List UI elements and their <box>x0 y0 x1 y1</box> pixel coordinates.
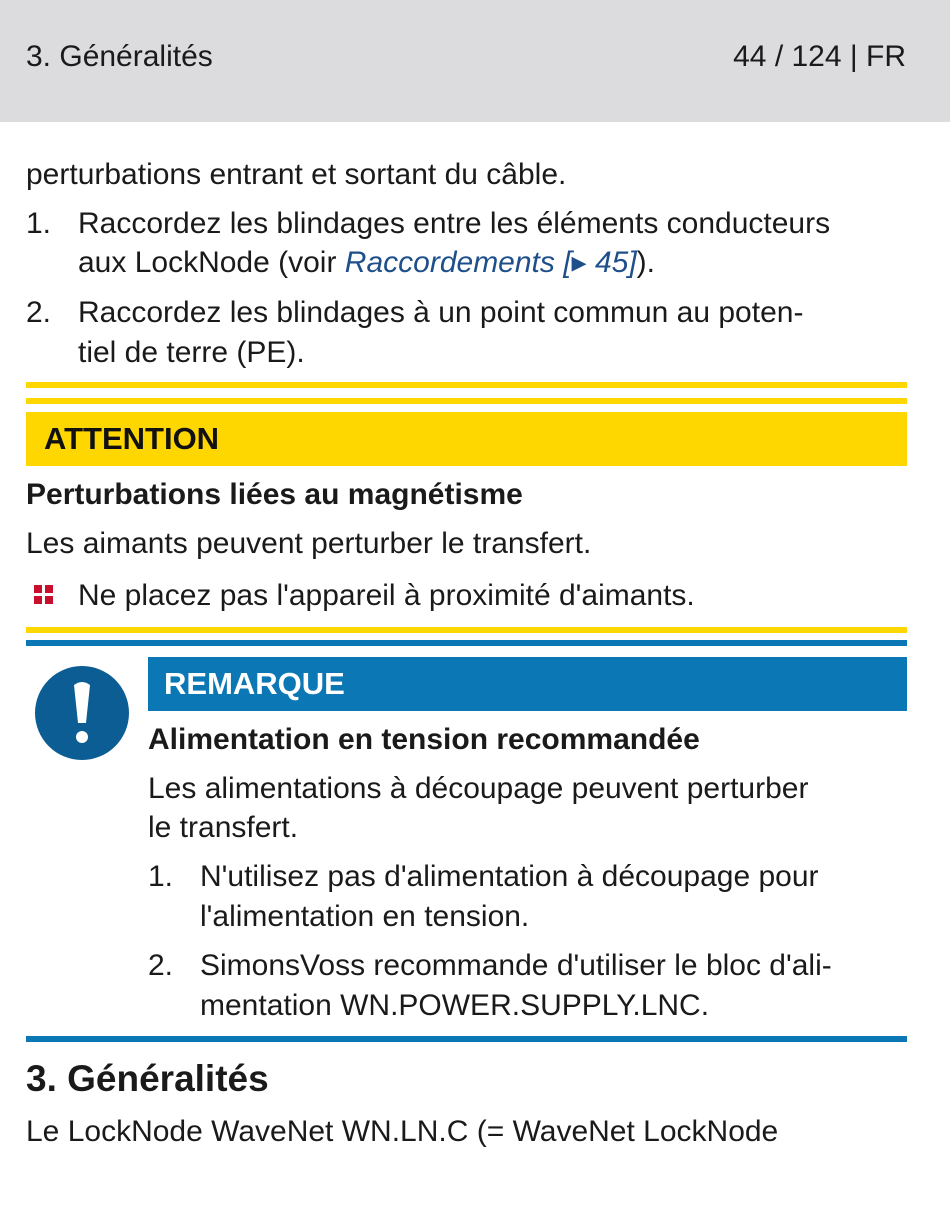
header-page-number: 44 / 124 | FR <box>733 40 906 73</box>
remarque-label: REMARQUE <box>164 666 345 701</box>
attention-bottom-rule <box>26 627 907 633</box>
remarque-step-text-continued: l'alimentation en tension. <box>200 900 530 933</box>
remarque-step-number: 1. <box>148 860 174 893</box>
attention-title: Perturbations liées au magnétisme <box>26 478 523 511</box>
section-text: Le LockNode WaveNet WN.LN.C (= WaveNet LockNode <box>26 1115 779 1148</box>
remarque-step-text: SimonsVoss recommande d'utiliser le bloc d'ali- <box>200 949 832 982</box>
page-header <box>0 0 950 122</box>
attention-label: ATTENTION <box>44 421 220 456</box>
step-text-prefix: aux LockNode (voir <box>78 246 345 279</box>
remarque-step-text-continued: mentation WN.POWER.SUPPLY.LNC. <box>200 989 710 1022</box>
step-text-suffix: ). <box>636 246 655 279</box>
attention-bullet-text: Ne placez pas l'appareil à proximité d'aimants. <box>78 579 695 612</box>
raccordements-link[interactable]: Raccordements [▸ 45] <box>344 246 637 279</box>
section-heading: 3. Généralités <box>26 1058 269 1099</box>
step-number: 1. <box>26 207 52 240</box>
remarque-text-continued: le transfert. <box>148 811 299 844</box>
header-section-title: 3. Généralités <box>26 40 213 73</box>
step-text: Raccordez les blindages entre les éléments conducteurs <box>78 207 831 240</box>
intro-line: perturbations entrant et sortant du câble. <box>26 158 567 191</box>
remarque-top-rule <box>26 640 907 646</box>
bullet-square-icon <box>34 585 54 605</box>
step-text-continued: tiel de terre (PE). <box>78 336 305 369</box>
step-number: 2. <box>26 296 52 329</box>
attention-top-rule <box>26 382 907 388</box>
remarque-bottom-rule <box>26 1036 907 1042</box>
remarque-text: Les alimentations à découpage peuvent perturber <box>148 772 809 805</box>
attention-banner <box>26 412 907 466</box>
remarque-banner <box>148 657 907 711</box>
attention-top-rule-2 <box>26 398 907 404</box>
remarque-title: Alimentation en tension recommandée <box>148 723 700 756</box>
exclamation-icon <box>34 665 130 761</box>
step-text: Raccordez les blindages à un point commun au poten- <box>78 296 804 329</box>
remarque-step-text: N'utilisez pas d'alimentation à découpage pour <box>200 860 819 893</box>
remarque-step-number: 2. <box>148 949 174 982</box>
attention-text: Les aimants peuvent perturber le transfert. <box>26 527 592 560</box>
step-text-continued <box>78 243 655 283</box>
